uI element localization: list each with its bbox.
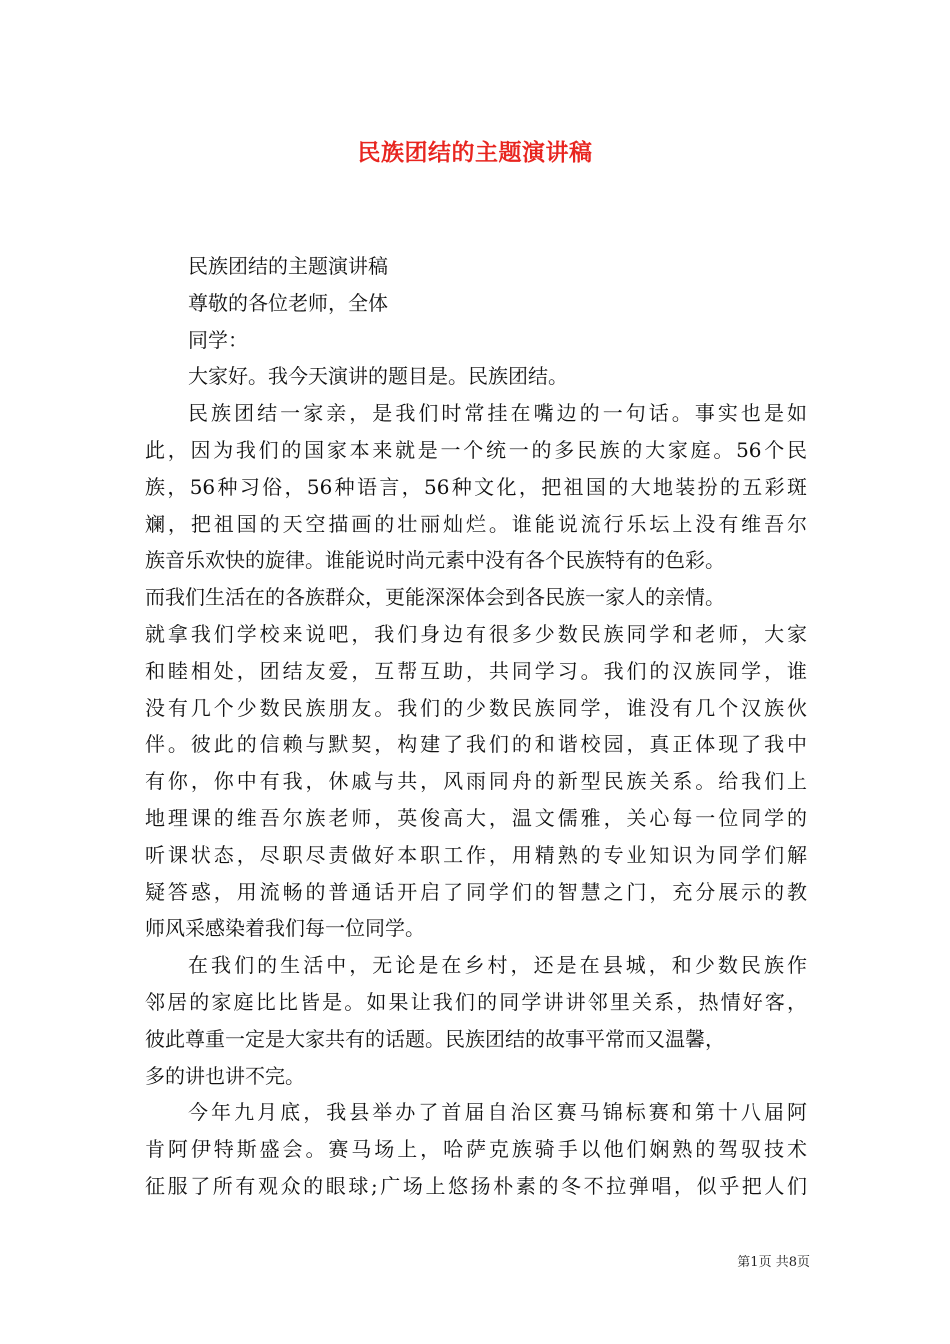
text-line: 伴。彼此的信赖与默契，构建了我们的和谐校园，真正体现了我中 (145, 732, 807, 757)
text-line: 彼此尊重一定是大家共有的话题。民族团结的故事平常而又温馨， (145, 1026, 725, 1051)
text-line: 肯阿伊特斯盛会。赛马场上，哈萨克族骑手以他们娴熟的驾驭技术 (145, 1137, 807, 1162)
text-line: 地理课的维吾尔族老师，英俊高大，温文儒雅，关心每一位同学的 (145, 805, 807, 830)
text-line: 族音乐欢快的旋律。谁能说时尚元素中没有各个民族特有的色彩。 (145, 548, 725, 573)
text-line: 疑答惑，用流畅的普通话开启了同学们的智慧之门，充分展示的教 (145, 879, 807, 904)
footer-prefix: 第 (737, 1255, 751, 1270)
text-line: 就拿我们学校来说吧，我们身边有很多少数民族同学和老师，大家 (145, 621, 807, 646)
text-line: 此，因为我们的国家本来就是一个统一的多民族的大家庭。56个民 (145, 437, 807, 462)
footer-total-pages: 8 (788, 1255, 797, 1270)
document-body (145, 248, 807, 1205)
text-line: 听课状态，尽职尽责做好本职工作，用精熟的专业知识为同学们解 (145, 842, 807, 867)
text-line: 族，56种习俗，56种语言，56种文化，把祖国的大地装扮的五彩斑 (145, 474, 807, 499)
text-line: 大家好。我今天演讲的题目是。民族团结。 (188, 364, 568, 389)
text-line: 和睦相处，团结友爱，互帮互助，共同学习。我们的汉族同学，谁 (145, 658, 807, 683)
text-line: 民族团结一家亲，是我们时常挂在嘴边的一句话。事实也是如 (188, 401, 807, 426)
text-line: 邻居的家庭比比皆是。如果让我们的同学讲讲邻里关系，热情好客， (145, 989, 807, 1014)
text-line: 多的讲也讲不完。 (145, 1063, 305, 1088)
text-line: 征服了所有观众的眼球;广场上悠扬朴素的冬不拉弹唱，似乎把人们 (145, 1173, 807, 1198)
document-title: 民族团结的主题演讲稿 (357, 139, 593, 166)
text-line: 今年九月底，我县举办了首届自治区赛马锦标赛和第十八届阿 (188, 1100, 807, 1125)
page-footer (737, 1251, 810, 1270)
text-line: 师风采感染着我们每一位同学。 (145, 916, 425, 941)
footer-suffix: 页 (796, 1255, 810, 1270)
text-line: 有你，你中有我，休戚与共，风雨同舟的新型民族关系。给我们上 (145, 769, 807, 794)
footer-page-number: 1 (750, 1255, 759, 1270)
text-line: 而我们生活在的各族群众，更能深深体会到各民族一家人的亲情。 (145, 585, 725, 610)
text-line: 在我们的生活中，无论是在乡村，还是在县城，和少数民族作 (188, 953, 807, 978)
text-line: 没有几个少数民族朋友。我们的少数民族同学，谁没有几个汉族伙 (145, 695, 807, 720)
text-line: 同学： (188, 327, 248, 352)
text-line: 斓，把祖国的天空描画的壮丽灿烂。谁能说流行乐坛上没有维吾尔 (145, 511, 807, 536)
text-line: 民族团结的主题演讲稿 (188, 254, 388, 278)
footer-middle: 页 共 (758, 1255, 789, 1270)
text-line: 尊敬的各位老师，全体 (188, 290, 388, 315)
